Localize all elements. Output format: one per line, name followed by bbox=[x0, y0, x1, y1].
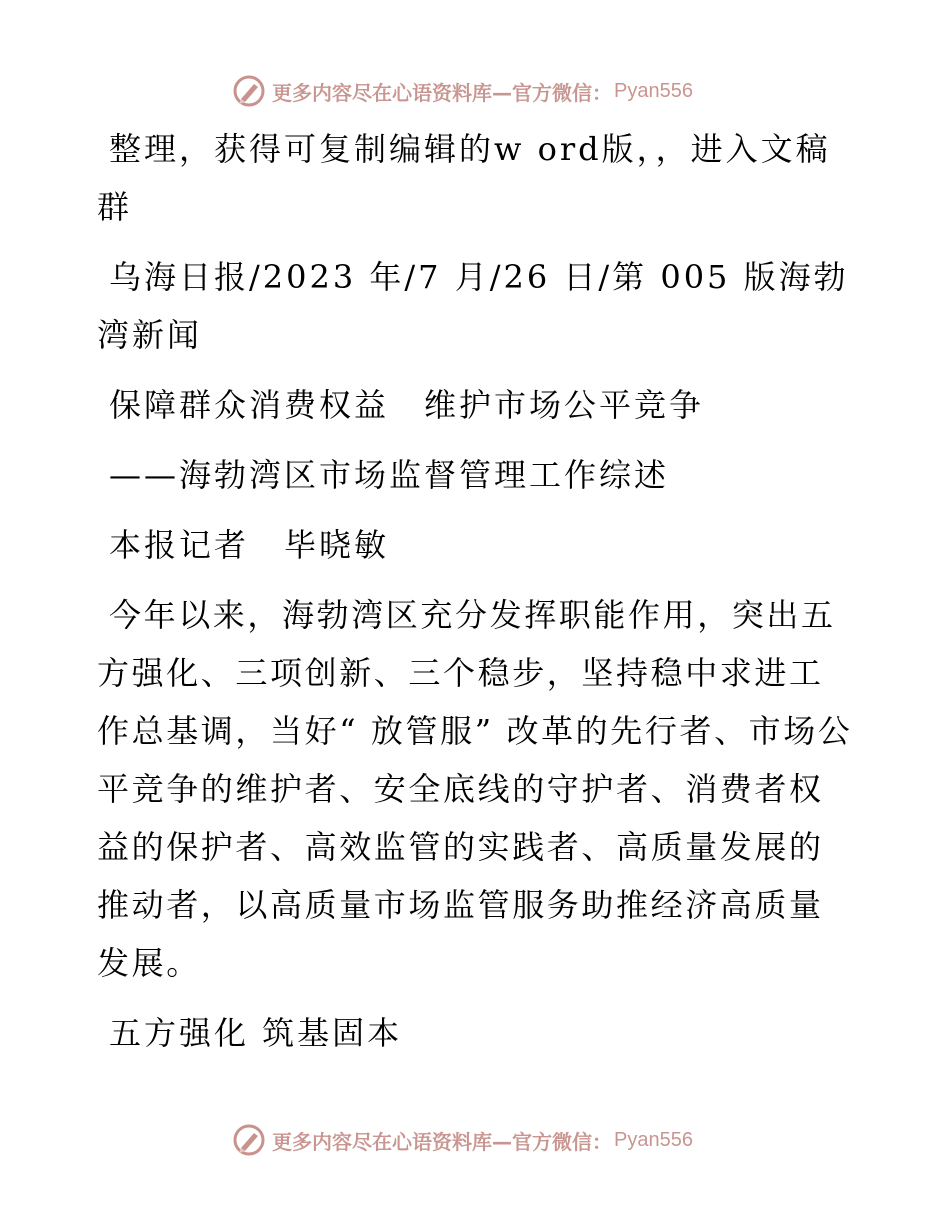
section-heading: 五方强化 筑基固本 bbox=[109, 1014, 403, 1052]
watermark-text: 更多内容尽在心语资料库—官方微信： bbox=[272, 80, 612, 105]
source-line: 乌海日报/2023 年/7 月/26 日/第 005 版海勃湾新闻 bbox=[97, 258, 849, 354]
subheadline: ——海勃湾区市场监督管理工作综述 bbox=[109, 456, 670, 494]
intro-line: 整理，获得可复制编辑的w ord版，，进入文稿群 bbox=[97, 130, 831, 226]
pen-logo-icon bbox=[232, 74, 266, 108]
headline: 保障群众消费权益 维护市场公平竞争 bbox=[109, 386, 705, 424]
watermark-wechat-id: Pyan556 bbox=[614, 1128, 693, 1151]
footer-watermark bbox=[232, 1120, 693, 1160]
header-watermark bbox=[232, 71, 693, 111]
watermark-wechat-id: Pyan556 bbox=[614, 79, 693, 102]
watermark-text: 更多内容尽在心语资料库—官方微信： bbox=[272, 1129, 612, 1154]
byline: 本报记者 毕晓敏 bbox=[109, 526, 390, 564]
document-body bbox=[97, 120, 857, 1062]
body-paragraph: 今年以来，海勃湾区充分发挥职能作用，突出五方强化、三项创新、三个稳步，坚持稳中求进工作总基调，当好“ 放管服” 改革的先行者、市场公平竞争的维护者、安全底线的守护者、消费者权益的保护者、高效监管的实践者、高质量发展的推动者，以高质量市场监管服务助推经济高质量发展。 bbox=[97, 596, 853, 982]
pen-logo-icon bbox=[232, 1123, 266, 1157]
